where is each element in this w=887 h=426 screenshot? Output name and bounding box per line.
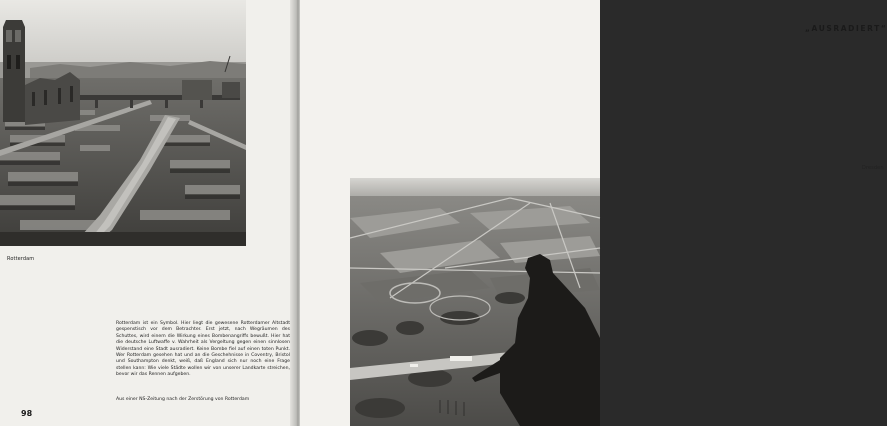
left-page [0, 0, 296, 426]
rotterdam-photo [0, 0, 246, 246]
dresden-photo [350, 178, 600, 426]
dresden-caption: Dresden [862, 165, 884, 171]
page-number: 98 [21, 409, 33, 418]
body-text: Rotterdam ist ein Symbol. Hier liegt die gewesene Rotterdamer Altstadt gespenstisch vor dem Betrachter. Erst jetzt, nach Wegräumen des Schuttes, wird einem die Wirkung eines Bombenangriffs bewußt. Hier hat die deutsche Luftwaffe v. Wahrheit als Vergeltung gegen einen sinnlosen Widerstand eine Stadt ausradiert. Keine Bombe fiel auf einen toten Punkt. Wer Rotterdam gesehen hat und an die Geschehnisse in Coventry, Bristol und Southampton denkt, weiß, daß England sich nur noch eine Frage stellen kann: Wie viele Städte wollen wir von unserer Landkarte streichen, bevor wir das Rennen aufgeben. [116, 321, 290, 378]
section-heading: „AUSRADIERT“ [805, 24, 887, 33]
rotterdam-ruins-illustration [0, 0, 246, 246]
dresden-aerial-illustration [350, 178, 600, 426]
rotterdam-caption: Rotterdam [7, 256, 35, 262]
quote-source: Aus einer NS-Zeitung nach der Zerstörung von Rotterdam [116, 397, 250, 402]
